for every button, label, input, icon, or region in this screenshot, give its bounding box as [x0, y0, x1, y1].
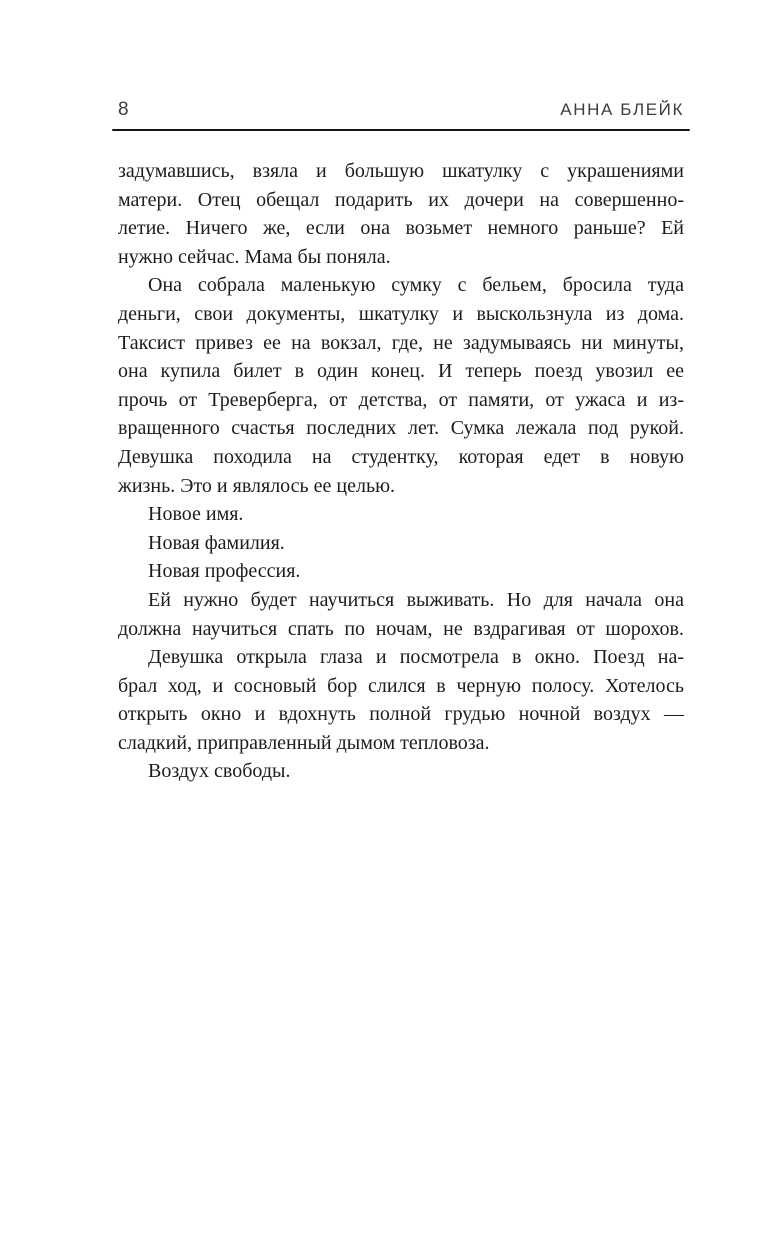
text-line: Таксист привез ее на вокзал, где, не задумываясь ни минуты,: [118, 331, 684, 354]
text-line: вращенного счастья последних лет. Сумка лежала под рукой.: [118, 417, 684, 440]
text-line: брал ход, и сосновый бор слился в черную полосу. Хотелось: [118, 674, 684, 697]
text-line: Воздух свободы.: [148, 760, 291, 783]
text-line: прочь от Треверберга, от детства, от памяти, от ужаса и из-: [118, 388, 684, 411]
page-number: 8: [118, 99, 130, 120]
text-line: матери. Отец обещал подарить их дочери на совершенно-: [118, 188, 684, 211]
text-line: Новая фамилия.: [148, 531, 285, 554]
text-line: нужно сейчас. Мама бы поняла.: [118, 245, 391, 268]
running-header-author: АННА БЛЕЙК: [560, 100, 684, 119]
text-line: Новое имя.: [148, 503, 244, 526]
text-line: жизнь. Это и являлось ее целью.: [118, 474, 396, 497]
text-line: Девушка походила на студентку, которая едет в новую: [118, 445, 684, 468]
text-line: Она собрала маленькую сумку с бельем, бросила туда: [148, 274, 684, 297]
text-line: летие. Ничего же, если она возьмет немного раньше? Ей: [118, 217, 684, 240]
text-line: должна научиться спать по ночам, не вздрагивая от шорохов.: [118, 617, 684, 640]
page-header: [118, 99, 684, 121]
text-line: Новая профессия.: [148, 560, 301, 583]
text-line: задумавшись, взяла и большую шкатулку с украшениями: [118, 160, 684, 182]
text-line: открыть окно и вдохнуть полной грудью ночной воздух —: [118, 703, 684, 726]
text-line: Девушка открыла глаза и посмотрела в окно. Поезд на-: [148, 646, 684, 669]
text-line: она купила билет в один конец. И теперь поезд увозил ее: [118, 360, 684, 383]
body-text: [118, 157, 684, 786]
text-line: Ей нужно будет научиться выживать. Но для начала она: [148, 588, 684, 611]
text-line: деньги, свои документы, шкатулку и выскользнула из дома.: [118, 302, 684, 325]
text-line: сладкий, приправленный дымом тепловоза.: [118, 731, 490, 754]
header-rule-divider: [112, 129, 690, 131]
